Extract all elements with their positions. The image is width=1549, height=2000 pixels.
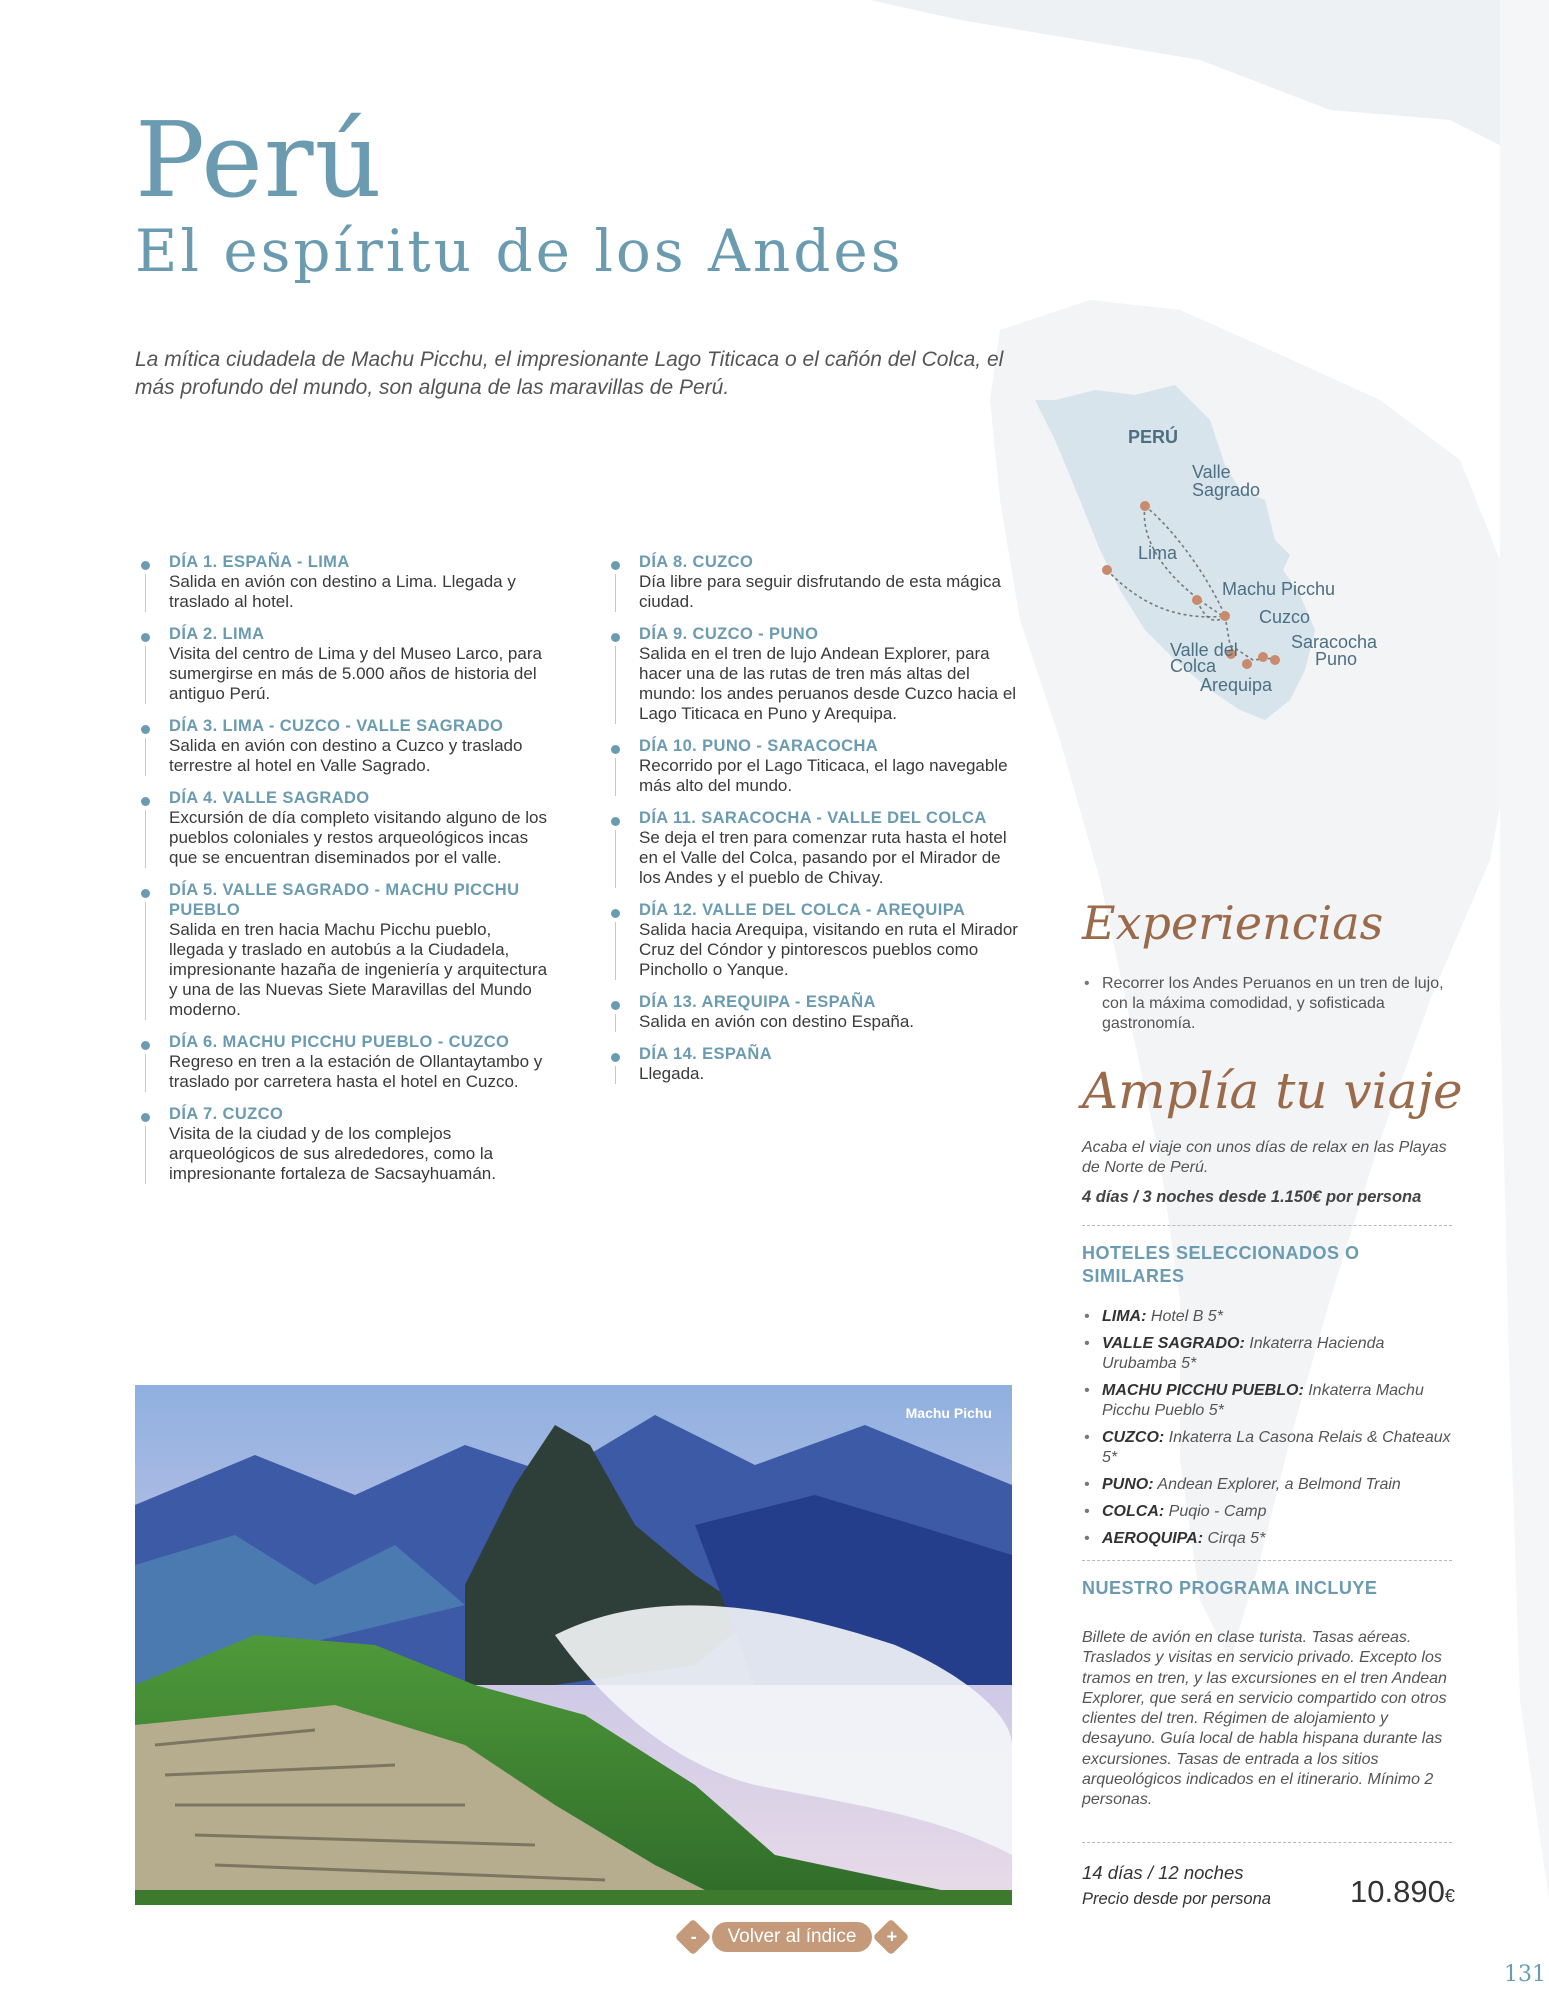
price-value: 10.890: [1350, 1874, 1445, 1909]
itinerary-day: [608, 992, 1018, 1032]
page-number: 131: [1504, 1962, 1546, 1987]
map-label: Lima: [1138, 543, 1178, 563]
machu-picchu-photo: [135, 1385, 1012, 1905]
divider: [1082, 1225, 1452, 1226]
day-text: Día libre para seguir disfrutando de esta mágica ciudad.: [639, 572, 1001, 611]
day-title: DÍA 6. MACHU PICCHU PUEBLO - CUZCO: [169, 1033, 510, 1051]
map-label: Arequipa: [1200, 675, 1273, 695]
itinerary-day: [138, 1104, 548, 1184]
route-map: [1025, 380, 1445, 740]
itinerary-day: [138, 552, 548, 612]
day-title: DÍA 12. VALLE DEL COLCA - AREQUIPA: [639, 901, 966, 919]
minus-icon: -: [690, 1926, 697, 1947]
itinerary-day: [608, 552, 1018, 612]
itinerary-day: [138, 716, 548, 776]
list-item: [1082, 1381, 1457, 1421]
back-to-index-link[interactable]: Volver al índice: [712, 1922, 872, 1952]
day-title: DÍA 10. PUNO - SARACOCHA: [639, 737, 879, 755]
day-title: DÍA 9. CUZCO - PUNO: [639, 625, 819, 643]
day-text: Se deja el tren para comenzar ruta hasta el hotel en el Valle del Colca, pasando por el Mirador de los Andes y el pueblo de Chivay.: [639, 828, 1007, 887]
itinerary-day: [608, 808, 1018, 888]
list-item: [1082, 1529, 1457, 1549]
day-text: Regreso en tren a la estación de Ollantaytambo y traslado por carretera hasta el hotel en Cuzco.: [169, 1052, 543, 1091]
map-marker: [1140, 501, 1150, 511]
day-title: DÍA 2. LIMA: [169, 625, 265, 643]
map-country-label: PERÚ: [1128, 427, 1179, 447]
hotel-name: Inkaterra Machu Picchu Pueblo 5*: [1102, 1382, 1424, 1419]
day-title: DÍA 8. CUZCO: [639, 553, 754, 571]
price-label: Precio desde por persona: [1082, 1890, 1271, 1908]
experiencias-list: [1082, 974, 1457, 1034]
list-item: [1082, 1428, 1457, 1468]
hotel-place: COLCA:: [1102, 1503, 1165, 1520]
day-text: Visita del centro de Lima y del Museo Larco, para sumergirse en más de 5.000 años de historia del antiguo Perú.: [169, 644, 542, 703]
amplia-title: Amplía tu viaje: [1082, 1062, 1463, 1120]
itinerary-day: [138, 624, 548, 704]
hotel-name: Hotel B 5*: [1150, 1308, 1223, 1325]
map-marker: [1270, 655, 1280, 665]
hotel-name: Puqio - Camp: [1168, 1503, 1267, 1520]
divider: [1082, 1560, 1452, 1561]
day-text: Recorrido por el Lago Titicaca, el lago navegable más alto del mundo.: [639, 756, 1008, 795]
itinerary-column-left: [138, 552, 548, 1196]
price: [1350, 1874, 1455, 1910]
day-title: DÍA 13. AREQUIPA - ESPAÑA: [639, 993, 876, 1011]
itinerary-day: [608, 624, 1018, 724]
duration: 14 días / 12 noches: [1082, 1862, 1244, 1883]
list-item: • Recorrer los Andes Peruanos en un tren de lujo, con la máxima comodidad, y sofisticada gastronomía.: [1082, 974, 1457, 1034]
hotel-place: CUZCO:: [1102, 1429, 1165, 1446]
map-label: Sagrado: [1192, 480, 1261, 500]
day-text: Excursión de día completo visitando alguno de los pueblos coloniales y restos arqueológicos incas que se encuentran diseminados por el valle.: [169, 808, 548, 867]
day-text: Visita de la ciudad y de los complejos arqueológicos de sus alrededores, como la impresionante fortaleza de Sacsayhuamán.: [169, 1124, 496, 1183]
map-label: Valle del: [1170, 640, 1238, 660]
intro-text: La mítica ciudadela de Machu Picchu, el impresionante Lago Titicaca o el cañón del Colca, el más profundo del mundo, son alguna de las maravillas de Perú.: [135, 348, 1004, 399]
itinerary-column-right: [608, 552, 1018, 1096]
hotel-place: AEROQUIPA:: [1102, 1530, 1204, 1547]
hotel-name: Cirqa 5*: [1207, 1530, 1266, 1547]
divider: [1082, 1842, 1452, 1843]
hoteles-title: HOTELES SELECCIONADOS O SIMILARES: [1082, 1243, 1360, 1286]
map-label: Machu Picchu: [1222, 579, 1336, 599]
hotel-place: MACHU PICCHU PUEBLO:: [1102, 1382, 1304, 1399]
map-label: Cuzco: [1259, 607, 1311, 627]
list-item: [1082, 1307, 1457, 1327]
incluye-title: NUESTRO PROGRAMA INCLUYE: [1082, 1578, 1378, 1598]
day-text: Salida en avión con destino a Lima. Llegada y traslado al hotel.: [169, 572, 516, 611]
list-item: [1082, 1334, 1457, 1374]
map-label: Puno: [1315, 649, 1358, 669]
day-title: DÍA 7. CUZCO: [169, 1105, 284, 1123]
map-marker: [1102, 565, 1112, 575]
map-label: Valle: [1192, 462, 1231, 482]
photo-illustration: [135, 1385, 1012, 1905]
hotel-name: Inkaterra La Casona Relais & Chateaux 5*: [1102, 1429, 1451, 1466]
itinerary-day: [608, 736, 1018, 796]
day-title: DÍA 14. ESPAÑA: [639, 1045, 773, 1063]
day-text: Salida en avión con destino a Cuzco y traslado terrestre al hotel en Valle Sagrado.: [169, 736, 523, 775]
itinerary-day: [138, 1032, 548, 1092]
hotel-name: Andean Explorer, a Belmond Train: [1157, 1476, 1401, 1493]
map-marker: [1258, 652, 1268, 662]
price-currency: €: [1444, 1886, 1455, 1906]
itinerary-day: [608, 1044, 1018, 1084]
hotels-list: [1082, 1307, 1457, 1556]
map-marker: [1242, 659, 1252, 669]
map-label: Colca: [1170, 656, 1217, 676]
day-text: Salida en tren hacia Machu Picchu pueblo, llegada y traslado en autobús a la Ciudadela, impresionante hazaña de ingeniería y arquitectura y una de las Nuevas Siete Maravillas del Mundo moderno.: [169, 920, 548, 1019]
day-text: Salida en avión con destino España.: [639, 1012, 915, 1031]
day-title: DÍA 1. ESPAÑA - LIMA: [169, 553, 350, 571]
hotel-place: LIMA:: [1102, 1308, 1147, 1325]
incluye-text: Billete de avión en clase turista. Tasas aéreas. Traslados y visitas en servicio privado. Excepto los tramos en tren, y las excursiones en el tren Andean Explorer, que será en servicio compartido con otros clientes del tren. Régimen de alojamiento y desayuno. Guía local de habla hispana durante las excursiones. Tasas de entrada a los sitios arqueológicos indicados en el itinerario. Mínimo 2 personas.: [1082, 1629, 1447, 1809]
list-item: [1082, 1502, 1457, 1522]
day-title: DÍA 4. VALLE SAGRADO: [169, 789, 370, 807]
list-item: [1082, 1475, 1457, 1495]
day-text: Salida en el tren de lujo Andean Explorer, para hacer una de las rutas de tren más altas del mundo: los andes peruanos desde Cuzco hacia el Lago Titicaca en Puno y Arequipa.: [639, 644, 1017, 723]
day-text: Salida hacia Arequipa, visitando en ruta el Mirador Cruz del Cóndor y pintorescos pueblos como Pinchollo o Yanque.: [639, 920, 1018, 979]
amplia-text: Acaba el viaje con unos días de relax en las Playas de Norte de Perú.: [1082, 1139, 1447, 1176]
day-title: DÍA 11. SARACOCHA - VALLE DEL COLCA: [639, 809, 987, 827]
experiencias-title: Experiencias: [1082, 896, 1384, 950]
page-subtitle: El espíritu de los Andes: [135, 217, 904, 285]
hotel-place: VALLE SAGRADO:: [1102, 1335, 1245, 1352]
itinerary-day: [608, 900, 1018, 980]
day-text: Llegada.: [639, 1064, 705, 1083]
page-title: Perú: [135, 99, 383, 221]
map-label: Saracocha: [1291, 632, 1378, 652]
plus-icon: +: [886, 1926, 897, 1947]
hotel-name: Inkaterra Hacienda Urubamba 5*: [1102, 1335, 1385, 1372]
map-marker: [1192, 595, 1202, 605]
itinerary-day: [138, 788, 548, 868]
map-marker: [1220, 611, 1230, 621]
hotel-place: PUNO:: [1102, 1476, 1154, 1493]
day-title: DÍA 3. LIMA - CUZCO - VALLE SAGRADO: [169, 717, 504, 735]
photo-caption: Machu Pichu: [905, 1405, 992, 1421]
day-title: DÍA 5. VALLE SAGRADO - MACHU PICCHU PUEBLO: [169, 881, 520, 919]
amplia-price: 4 días / 3 noches desde 1.150€ por persona: [1082, 1188, 1422, 1206]
itinerary-day: [138, 880, 548, 1020]
